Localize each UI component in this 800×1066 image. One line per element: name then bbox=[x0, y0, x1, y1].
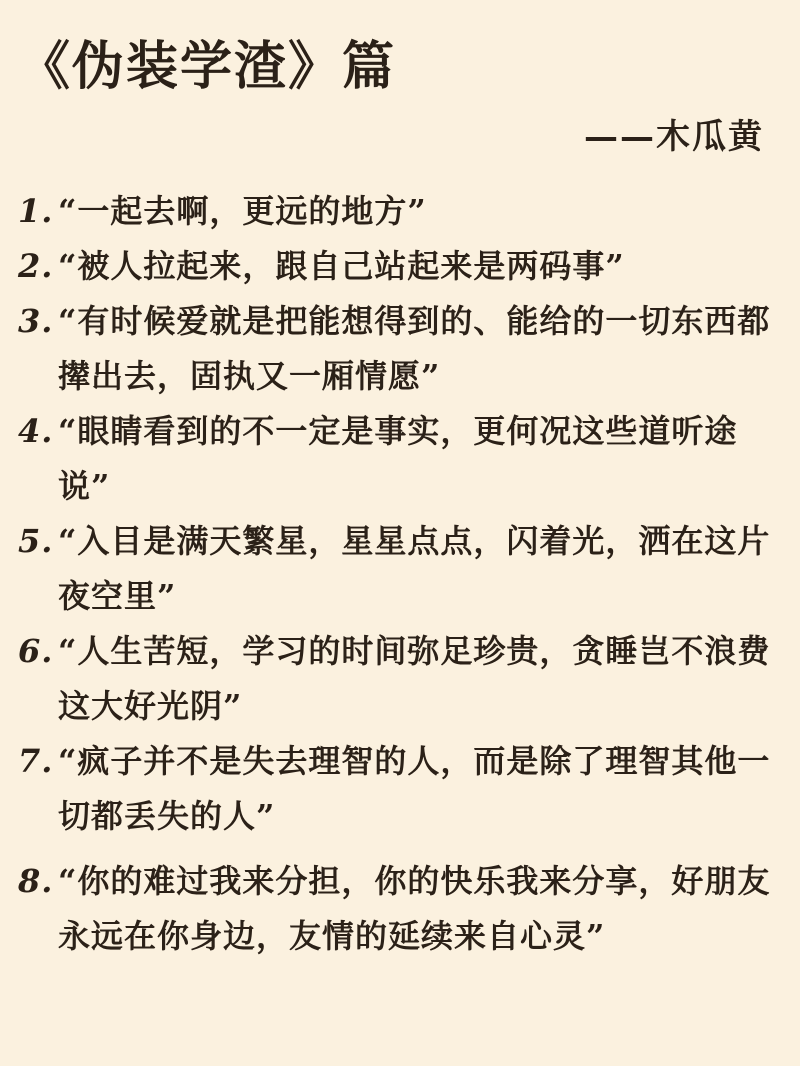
quote-text: “人生苦短，学习的时间弥足珍贵，贪睡岂不浪费这大好光阴” bbox=[58, 632, 771, 725]
author-attribution: ——木瓜黄 bbox=[584, 117, 764, 157]
quote-item-8 bbox=[18, 854, 776, 964]
page-title: 《伪装学渣》篇 bbox=[18, 36, 397, 97]
quote-number: 7. bbox=[18, 742, 54, 780]
quote-item-3 bbox=[18, 294, 776, 404]
quote-number: 2. bbox=[18, 247, 54, 285]
quote-text: “入目是满天繁星，星星点点，闪着光，洒在这片夜空里” bbox=[58, 522, 771, 615]
quote-number: 8. bbox=[18, 862, 54, 900]
quote-item-1 bbox=[18, 184, 776, 239]
quote-text: “被人拉起来，跟自己站起来是两码事” bbox=[58, 247, 625, 285]
quote-list bbox=[18, 184, 776, 964]
quote-number: 1. bbox=[18, 192, 54, 230]
quote-text: “眼睛看到的不一定是事实，更何况这些道听途说” bbox=[58, 412, 738, 505]
quote-number: 4. bbox=[18, 412, 54, 450]
quote-text: “疯子并不是失去理智的人，而是除了理智其他一切都丢失的人” bbox=[58, 742, 771, 835]
quote-item-5 bbox=[18, 514, 776, 624]
quote-number: 6. bbox=[18, 632, 54, 670]
quote-number: 3. bbox=[18, 302, 54, 340]
quote-text: “一起去啊，更远的地方” bbox=[58, 192, 427, 230]
quote-number: 5. bbox=[18, 522, 54, 560]
quote-text: “有时候爱就是把能想得到的、能给的一切东西都撵出去，固执又一厢情愿” bbox=[58, 302, 771, 395]
quote-item-6 bbox=[18, 624, 776, 734]
quote-item-2 bbox=[18, 239, 776, 294]
quote-item-7 bbox=[18, 734, 776, 844]
quote-item-4 bbox=[18, 404, 776, 514]
quote-text: “你的难过我来分担，你的快乐我来分享，好朋友永远在你身边，友情的延续来自心灵” bbox=[58, 862, 771, 955]
